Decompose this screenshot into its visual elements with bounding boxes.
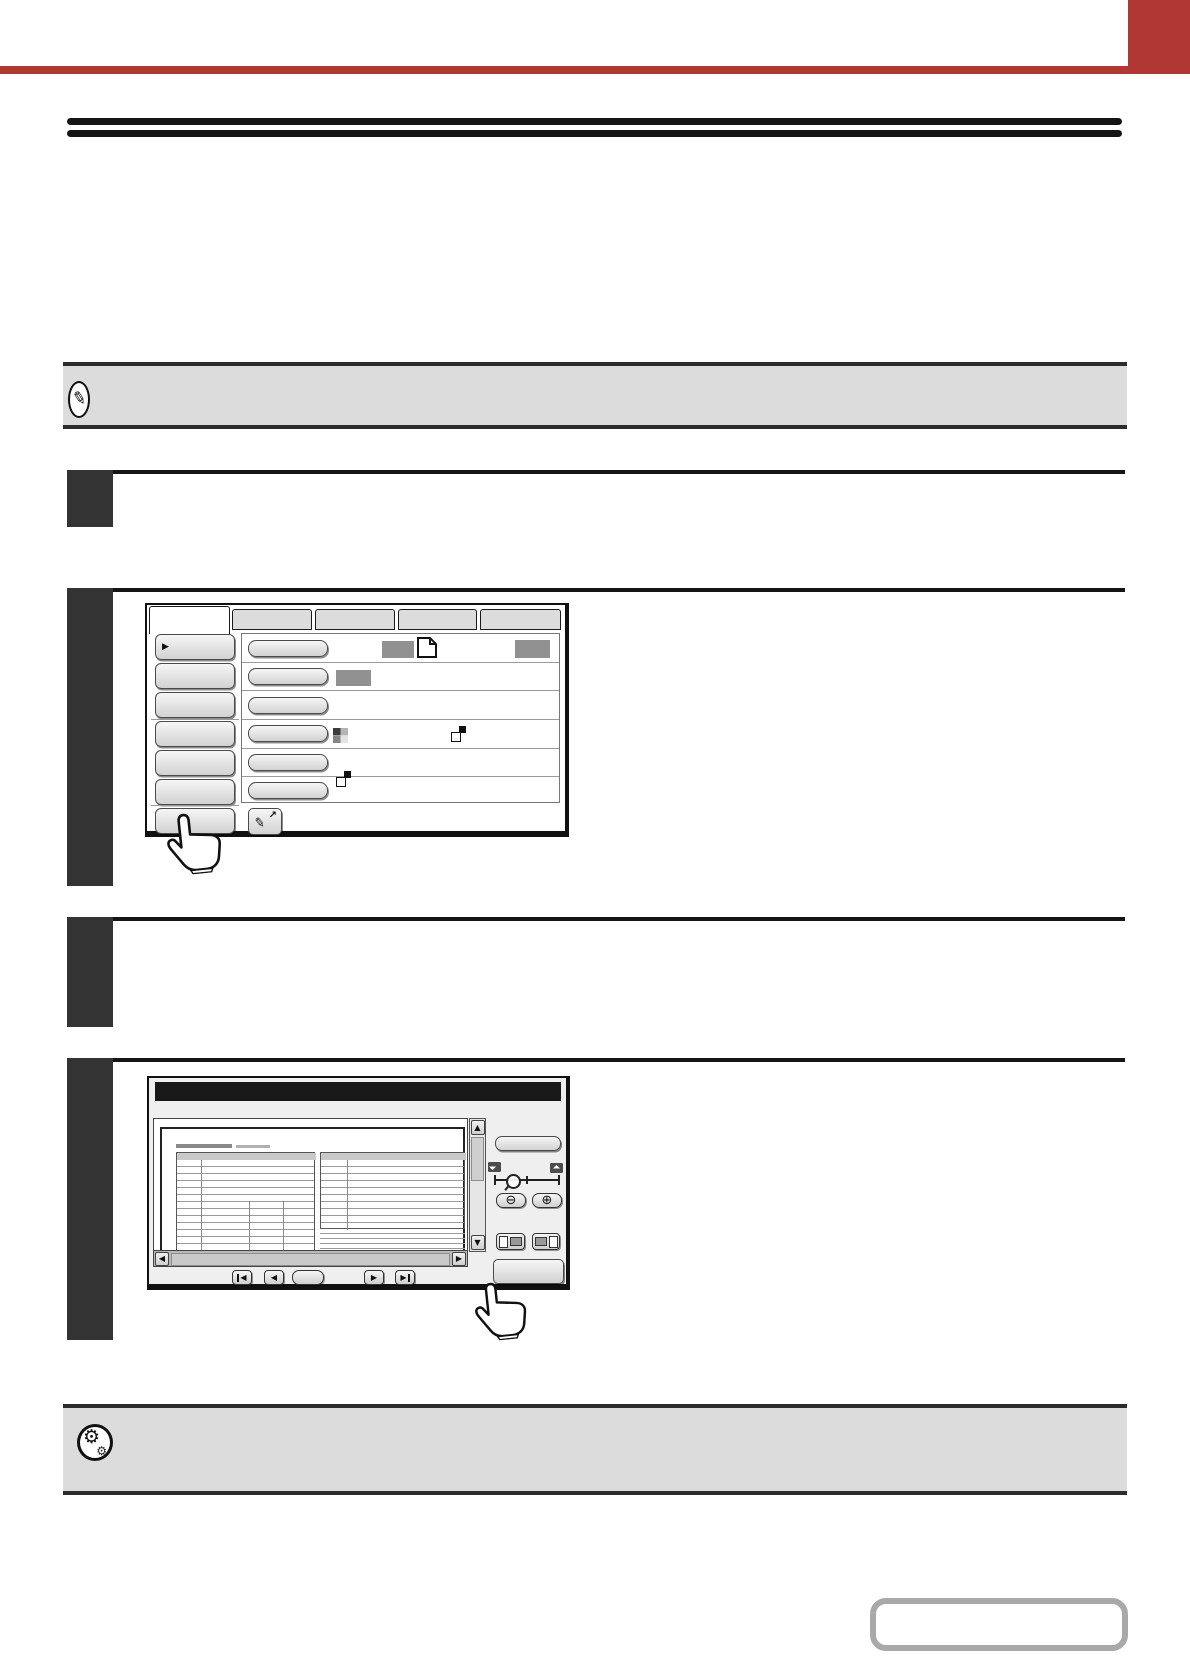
- tab-5[interactable]: [480, 609, 561, 630]
- preview-top-button[interactable]: [495, 1136, 561, 1151]
- section-title-rule-top: [67, 118, 1122, 125]
- step-2-number-badge: [67, 588, 113, 886]
- register-program-button[interactable]: [248, 808, 282, 835]
- scroll-right-icon: ▶: [455, 1254, 463, 1263]
- zoom-slider-magnifier-handle[interactable]: [506, 1174, 521, 1189]
- pencil-icon: [68, 381, 90, 418]
- prev-page-icon: ◀: [270, 1272, 278, 1282]
- step-3-number-badge: [67, 917, 113, 1027]
- step-3-heading-rule: [67, 917, 1125, 921]
- row-divider: [242, 748, 559, 749]
- first-page-bar: [237, 1274, 239, 1282]
- setting-row-6-button[interactable]: [248, 782, 328, 799]
- register-arrow-icon: ↗: [268, 810, 277, 821]
- preview-screen: [147, 1076, 570, 1290]
- scroll-left-button[interactable]: [155, 1252, 169, 1266]
- header-red-corner-block: [1128, 0, 1190, 74]
- last-page-bar: [408, 1274, 410, 1282]
- vertical-scrollbar[interactable]: [469, 1118, 486, 1252]
- first-page-button[interactable]: [232, 1270, 252, 1285]
- doc-spec-table-left: [176, 1152, 315, 1251]
- setting-row-4-button[interactable]: [248, 725, 328, 742]
- step-2-heading-rule: [67, 588, 1125, 592]
- prev-page-button[interactable]: [264, 1270, 284, 1285]
- white-square: [451, 732, 461, 742]
- mini-page-rotated-icon: [510, 1237, 522, 1246]
- scroll-down-icon: ▼: [474, 1237, 481, 1247]
- zoom-slider-tick-left: [494, 1175, 496, 1185]
- next-page-button[interactable]: [364, 1270, 384, 1285]
- setting-row-2-button[interactable]: [248, 668, 328, 685]
- zoom-slider-tick-right: [558, 1175, 560, 1185]
- mini-page-icon: [499, 1236, 508, 1248]
- gear-large-icon: ⚙: [83, 1426, 101, 1448]
- page-display-field[interactable]: [292, 1270, 324, 1285]
- setting-row-1-value-box-2: [515, 640, 550, 658]
- rotate-display-button-2[interactable]: [532, 1233, 560, 1250]
- settings-list: [241, 633, 560, 803]
- tab-2[interactable]: [232, 609, 312, 630]
- doc-column-line: [249, 1201, 250, 1252]
- pencil-glyph: ✎: [70, 387, 89, 411]
- header-red-divider-bar: [0, 66, 1190, 74]
- zoom-in-cue-icon: [550, 1163, 563, 1173]
- setting-row-1-value-box: [382, 641, 414, 658]
- menu-button-2[interactable]: [155, 663, 235, 689]
- hand-cursor-icon: [471, 1278, 532, 1342]
- row-divider: [242, 690, 559, 691]
- two-squares-icon: [336, 771, 351, 787]
- scroll-up-button[interactable]: [471, 1120, 485, 1135]
- zoom-minus-button[interactable]: [496, 1193, 526, 1208]
- tab-3[interactable]: [315, 609, 395, 630]
- page-icon: [415, 636, 439, 659]
- next-page-icon: ▶: [370, 1272, 378, 1282]
- tab-1-active[interactable]: [149, 606, 230, 634]
- scroll-down-button[interactable]: [471, 1235, 485, 1250]
- setting-row-1-button[interactable]: [248, 640, 328, 657]
- special-modes-menu-screen: [145, 603, 569, 837]
- row-divider: [242, 776, 559, 777]
- step-1-number-badge: [67, 470, 113, 527]
- hand-cursor-icon: [163, 809, 227, 877]
- rotate-display-button-1[interactable]: [496, 1233, 525, 1250]
- horizontal-scrollbar[interactable]: [154, 1250, 467, 1267]
- scroll-right-button[interactable]: [452, 1252, 466, 1266]
- white-square: [336, 777, 346, 787]
- doc-column-line: [283, 1201, 284, 1252]
- horizontal-scroll-thumb[interactable]: [171, 1253, 450, 1266]
- row-divider: [242, 662, 559, 663]
- setting-row-5-button[interactable]: [248, 754, 328, 771]
- menu-button-6[interactable]: [155, 779, 235, 805]
- menu-group-divider-1: [151, 719, 239, 720]
- scroll-up-icon: ▲: [474, 1122, 481, 1132]
- vertical-scroll-thumb[interactable]: [471, 1137, 484, 1181]
- preview-viewport: [153, 1118, 468, 1267]
- document-sheet: [160, 1127, 465, 1267]
- menu-button-5[interactable]: [155, 750, 235, 776]
- doc-subtitle-line: [236, 1145, 270, 1148]
- menu-button-3[interactable]: [155, 692, 235, 718]
- setting-row-2-value-box: [336, 670, 371, 686]
- page-number-box: [870, 1598, 1128, 1651]
- tab-4[interactable]: [398, 609, 477, 630]
- row-divider: [242, 719, 559, 720]
- two-squares-icon: [451, 726, 466, 742]
- note-box: [63, 362, 1127, 429]
- zoom-out-cue-icon: [488, 1162, 501, 1172]
- plus-circled-icon: ⊕: [541, 1193, 553, 1208]
- section-title-rule-bottom: [67, 130, 1122, 137]
- system-settings-gear-icon: [77, 1424, 113, 1461]
- register-pencil-icon: ✎: [253, 815, 266, 832]
- minus-circled-icon: ⊖: [505, 1193, 517, 1208]
- step-1-heading-rule: [67, 470, 1125, 474]
- menu-marker-icon: ▶: [162, 642, 169, 652]
- preview-title-bar: [155, 1082, 561, 1101]
- mini-page-rotated-icon: [535, 1237, 547, 1246]
- zoom-plus-button[interactable]: [532, 1193, 562, 1208]
- system-settings-box: [63, 1404, 1127, 1495]
- menu-button-4[interactable]: [155, 721, 235, 747]
- zoom-slider-tick-mid: [526, 1176, 528, 1184]
- step-4-heading-rule: [67, 1058, 1125, 1062]
- checker-icon: [333, 728, 348, 743]
- gear-small-icon: ⚙: [96, 1444, 107, 1458]
- doc-header-band: [321, 1153, 466, 1160]
- step-4-number-badge: [67, 1058, 113, 1340]
- scroll-left-icon: ◀: [158, 1254, 166, 1263]
- doc-header-band: [177, 1153, 316, 1160]
- doc-column-line: [347, 1153, 348, 1230]
- menu-group-divider-2: [151, 805, 239, 806]
- last-page-button[interactable]: [395, 1270, 415, 1285]
- menu-button-1[interactable]: [155, 634, 235, 660]
- first-page-icon: ◀: [240, 1272, 247, 1282]
- doc-title-line: [176, 1144, 232, 1148]
- setting-row-3-button[interactable]: [248, 697, 328, 714]
- mini-page-icon: [549, 1236, 558, 1248]
- doc-spec-table-right: [320, 1152, 465, 1229]
- doc-column-line: [201, 1153, 202, 1252]
- last-page-icon: ▶: [400, 1272, 407, 1282]
